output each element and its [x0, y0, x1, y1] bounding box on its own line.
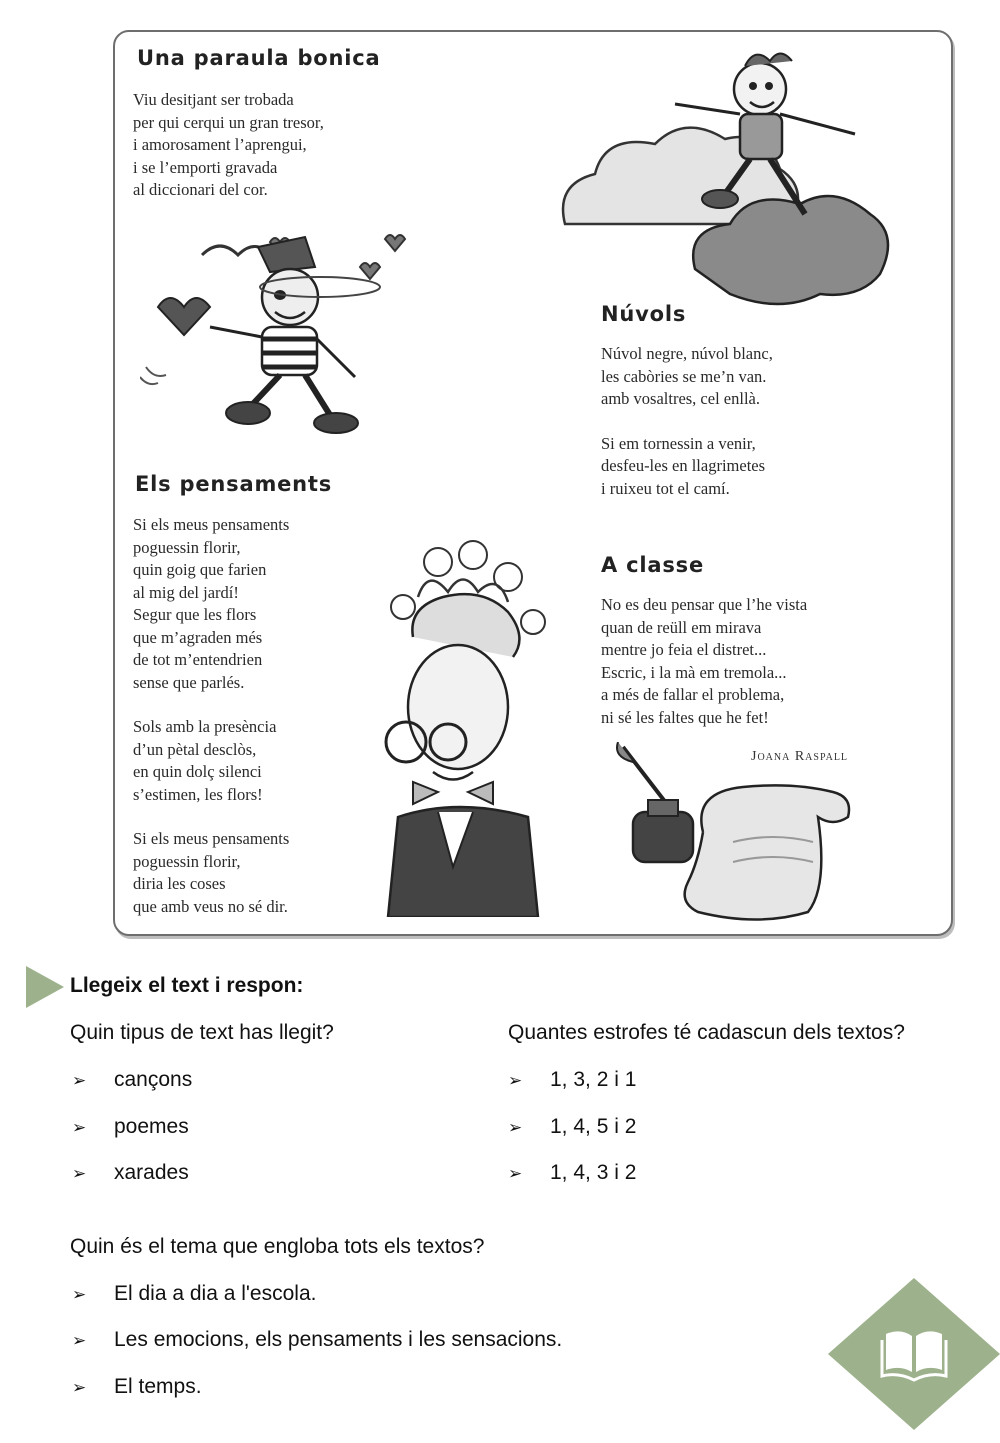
question-text-type: Quin tipus de text has llegit? [70, 1021, 334, 1044]
poem-line: Sols amb la presència [133, 717, 277, 736]
arrow-bullet-icon: ➢ [72, 1118, 87, 1138]
poem-line: i se l’emporti gravada [133, 157, 278, 177]
poem-line: en quin dolç silenci [133, 762, 262, 781]
poem-card [113, 30, 953, 936]
option-q3-2[interactable]: ➢ Les emocions, els pensaments i les sensacions. [72, 1328, 563, 1351]
flower-head-illustration [378, 537, 558, 917]
poem-line: quin goig que farien [133, 560, 267, 579]
option-q1-2[interactable]: ➢ poemes [72, 1115, 189, 1138]
poem-line: mentre jo feia el distret... [601, 640, 767, 659]
poem-line: que amb veus no sé dir. [133, 896, 288, 916]
poem-stanza [133, 89, 324, 202]
poem-line: de tot m’entendrien [133, 650, 263, 669]
poem-line: poguessin florir, [133, 851, 241, 871]
poem-line: Si els meus pensaments [133, 829, 290, 848]
arrow-bullet-icon: ➢ [72, 1164, 87, 1184]
poem-line: ni sé les faltes que he fet! [601, 707, 769, 727]
poem-stanza [133, 514, 289, 694]
poem-title-pensaments: Els pensaments [135, 472, 333, 496]
poem-line: amb vosaltres, cel enllà. [601, 389, 760, 408]
inkwell-scroll-illustration [613, 742, 853, 922]
poem-line: Si em tornessin a venir, [601, 433, 756, 453]
poem-line: desfeu-les en llagrimetes [601, 456, 766, 475]
poem-nuvols [601, 343, 773, 522]
poem-line: quan de reüll em mirava [601, 617, 762, 637]
arrow-bullet-icon: ➢ [72, 1285, 87, 1305]
poem-line: d’un pètal desclòs, [133, 739, 257, 759]
option-q2-3[interactable]: ➢ 1, 4, 3 i 2 [508, 1161, 637, 1184]
poem-line: Si els meus pensaments [133, 515, 290, 534]
poem-line: poguessin florir, [133, 537, 241, 557]
poem-line: per qui cerqui un gran tresor, [133, 112, 324, 132]
poem-line: Núvol negre, núvol blanc, [601, 344, 773, 363]
arrow-bullet-icon: ➢ [508, 1164, 523, 1184]
poem-paraula [133, 89, 324, 224]
arrow-bullet-icon: ➢ [508, 1118, 523, 1138]
poem-stanza [133, 716, 289, 806]
poem-line: s’estimen, les flors! [133, 784, 263, 804]
poem-line: i ruixeu tot el camí. [601, 478, 730, 498]
option-q2-1[interactable]: ➢ 1, 3, 2 i 1 [508, 1068, 637, 1091]
poem-line: les cabòries se me’n van. [601, 366, 767, 386]
poem-line: Segur que les flors [133, 605, 257, 624]
arrow-bullet-icon: ➢ [72, 1331, 87, 1351]
option-q1-1[interactable]: ➢ cançons [72, 1068, 193, 1091]
poem-author: Joana Raspall [751, 749, 849, 764]
poem-line: que m’agraden més [133, 627, 263, 647]
option-q2-2[interactable]: ➢ 1, 4, 5 i 2 [508, 1115, 637, 1138]
poem-pensaments [133, 514, 289, 936]
poem-stanza [133, 828, 289, 918]
poem-line: Escric, i la mà em tremola... [601, 662, 787, 682]
pirate-kid-illustration [140, 227, 420, 437]
poem-line: Viu desitjant ser trobada [133, 90, 294, 109]
poem-line: al mig del jardí! [133, 582, 239, 602]
option-q3-1[interactable]: ➢ El dia a dia a l'escola. [72, 1282, 317, 1305]
poem-line: al diccionari del cor. [133, 180, 268, 199]
poem-classe [601, 594, 807, 751]
option-q3-3[interactable]: ➢ El temps. [72, 1375, 202, 1398]
open-book-icon [828, 1278, 1000, 1430]
question-theme: Quin és el tema que engloba tots els textos? [70, 1235, 485, 1258]
poem-line: sense que parlés. [133, 672, 245, 692]
arrow-bullet-icon: ➢ [72, 1378, 87, 1398]
poem-line: i amorosament l’aprengui, [133, 135, 307, 154]
poem-line: No es deu pensar que l’he vista [601, 595, 808, 614]
poem-line: diria les coses [133, 874, 226, 893]
question-stanza-count: Quantes estrofes té cadascun dels textos? [508, 1021, 905, 1044]
poem-title-nuvols: Núvols [601, 302, 687, 326]
poem-stanza [601, 433, 773, 501]
poem-title-paraula: Una paraula bonica [137, 46, 381, 70]
instruction-heading: Llegeix el text i respon: [70, 974, 304, 997]
arrow-bullet-icon: ➢ [508, 1071, 523, 1091]
cloud-kid-illustration [555, 44, 905, 306]
poem-stanza [601, 594, 807, 729]
arrow-bullet-icon: ➢ [72, 1071, 87, 1091]
poem-stanza [601, 343, 773, 411]
option-q1-3[interactable]: ➢ xarades [72, 1161, 189, 1184]
play-triangle-icon [26, 966, 64, 1008]
poem-title-classe: A classe [601, 553, 705, 577]
poem-line: a més de fallar el problema, [601, 685, 785, 704]
